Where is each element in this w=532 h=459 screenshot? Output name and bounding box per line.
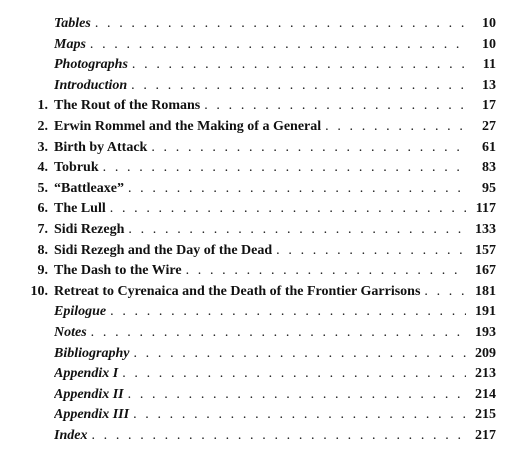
dot-leader (132, 55, 466, 76)
dot-leader (110, 302, 466, 323)
entry-title: Introduction (54, 77, 128, 93)
toc-entry (0, 241, 532, 262)
toc-entry (0, 158, 532, 179)
dot-leader (424, 282, 466, 303)
entry-title: Tables (54, 16, 91, 31)
toc-entry (0, 405, 532, 426)
dot-leader (186, 261, 466, 282)
entry-title: The Lull (54, 201, 106, 217)
toc-entry (0, 385, 532, 406)
page-number: 95 (482, 180, 496, 196)
page-number: 117 (475, 201, 496, 217)
page-number: 83 (482, 160, 496, 176)
dot-leader (91, 426, 466, 447)
toc-entry (0, 117, 532, 138)
toc-entry-line (54, 385, 496, 406)
entry-title: Appendix II (54, 386, 124, 402)
toc-entry (0, 302, 532, 323)
toc-entry (0, 426, 532, 447)
entry-title: Notes (54, 324, 87, 340)
dot-leader (128, 179, 466, 200)
toc-entry-line (54, 241, 496, 262)
toc-entry-line (54, 405, 496, 426)
toc-entry (0, 76, 532, 97)
entry-title: Sidi Rezegh (54, 221, 125, 237)
toc-entry-line (54, 96, 496, 117)
toc-entry (0, 344, 532, 365)
page-number: 214 (475, 386, 496, 402)
entry-title: Birth by Attack (54, 139, 148, 155)
toc-entry-line (54, 138, 496, 159)
toc-entry (0, 364, 532, 385)
chapter-number: 5. (37, 180, 48, 196)
dot-leader (151, 138, 466, 159)
entry-title: Maps (54, 36, 86, 52)
toc-entry (0, 55, 532, 76)
page-number: 10 (482, 36, 496, 52)
chapter-number: 2. (37, 118, 48, 134)
page-number: 11 (482, 57, 496, 73)
dot-leader (325, 117, 466, 138)
toc-entry (0, 220, 532, 241)
dot-leader (91, 323, 466, 344)
toc-entry-line (54, 179, 496, 200)
toc-entry-line (54, 364, 496, 385)
dot-leader (95, 14, 466, 35)
toc-entry-line (54, 282, 496, 303)
toc-entry (0, 96, 532, 117)
chapter-number: 10. (30, 283, 48, 299)
page-number: 217 (475, 427, 496, 443)
page-number: 193 (475, 324, 496, 340)
chapter-number: 9. (37, 263, 48, 279)
dot-leader (133, 405, 466, 426)
chapter-number: 1. (37, 98, 48, 114)
toc-entry (0, 261, 532, 282)
entry-title: “Battleaxe” (54, 180, 124, 196)
page-number: 213 (475, 366, 496, 382)
toc-entry (0, 179, 532, 200)
entry-title: Tobruk (54, 160, 99, 176)
entry-title: Index (54, 427, 88, 443)
chapter-number: 6. (37, 201, 48, 217)
chapter-number: 3. (37, 139, 48, 155)
entry-title: Erwin Rommel and the Making of a General (54, 118, 322, 134)
entry-title: Appendix I (54, 366, 119, 382)
dot-leader (110, 199, 466, 220)
toc-entry-line (54, 117, 496, 138)
entry-title: Retreat to Cyrenaica and the Death of the Frontier Garrisons (54, 283, 421, 299)
page-number: 10 (482, 16, 496, 31)
toc-entry-line (54, 426, 496, 447)
toc-entry-line (54, 35, 496, 56)
entry-title: The Dash to the Wire (54, 263, 182, 279)
page-number: 191 (475, 304, 496, 320)
dot-leader (103, 158, 466, 179)
toc-entry (0, 199, 532, 220)
page-number: 27 (482, 118, 496, 134)
toc-entry (0, 282, 532, 303)
dot-leader (128, 385, 466, 406)
dot-leader (133, 344, 466, 365)
entry-title: Epilogue (54, 304, 107, 320)
page-number: 13 (482, 77, 496, 93)
toc-entry-line (54, 220, 496, 241)
toc-entry-line (54, 261, 496, 282)
dot-leader (90, 35, 466, 56)
toc-entry (0, 35, 532, 56)
chapter-number: 7. (37, 221, 48, 237)
toc-entry-line (54, 199, 496, 220)
toc-entry (0, 323, 532, 344)
dot-leader (204, 96, 466, 117)
toc-entry-line (54, 302, 496, 323)
toc-entry-line (54, 14, 496, 35)
toc-entry-line (54, 323, 496, 344)
page-number: 157 (475, 242, 496, 258)
chapter-number: 4. (37, 160, 48, 176)
entry-title: The Rout of the Romans (54, 98, 201, 114)
dot-leader (128, 220, 466, 241)
toc-entry (0, 14, 532, 35)
dot-leader (131, 76, 466, 97)
page-number: 133 (475, 221, 496, 237)
page-number: 181 (475, 283, 496, 299)
page-number: 17 (482, 98, 496, 114)
toc-entry-line (54, 55, 496, 76)
toc-entry-line (54, 76, 496, 97)
page-number: 215 (475, 407, 496, 423)
page-number: 61 (482, 139, 496, 155)
entry-title: Appendix III (54, 407, 130, 423)
page-number: 209 (475, 345, 496, 361)
toc-entry (0, 138, 532, 159)
page-number: 167 (475, 263, 496, 279)
dot-leader (122, 364, 466, 385)
table-of-contents (0, 14, 532, 446)
dot-leader (276, 241, 466, 262)
chapter-number: 8. (37, 242, 48, 258)
entry-title: Bibliography (54, 345, 130, 361)
entry-title: Photographs (54, 57, 128, 73)
toc-entry-line (54, 158, 496, 179)
entry-title: Sidi Rezegh and the Day of the Dead (54, 242, 273, 258)
toc-entry-line (54, 344, 496, 365)
